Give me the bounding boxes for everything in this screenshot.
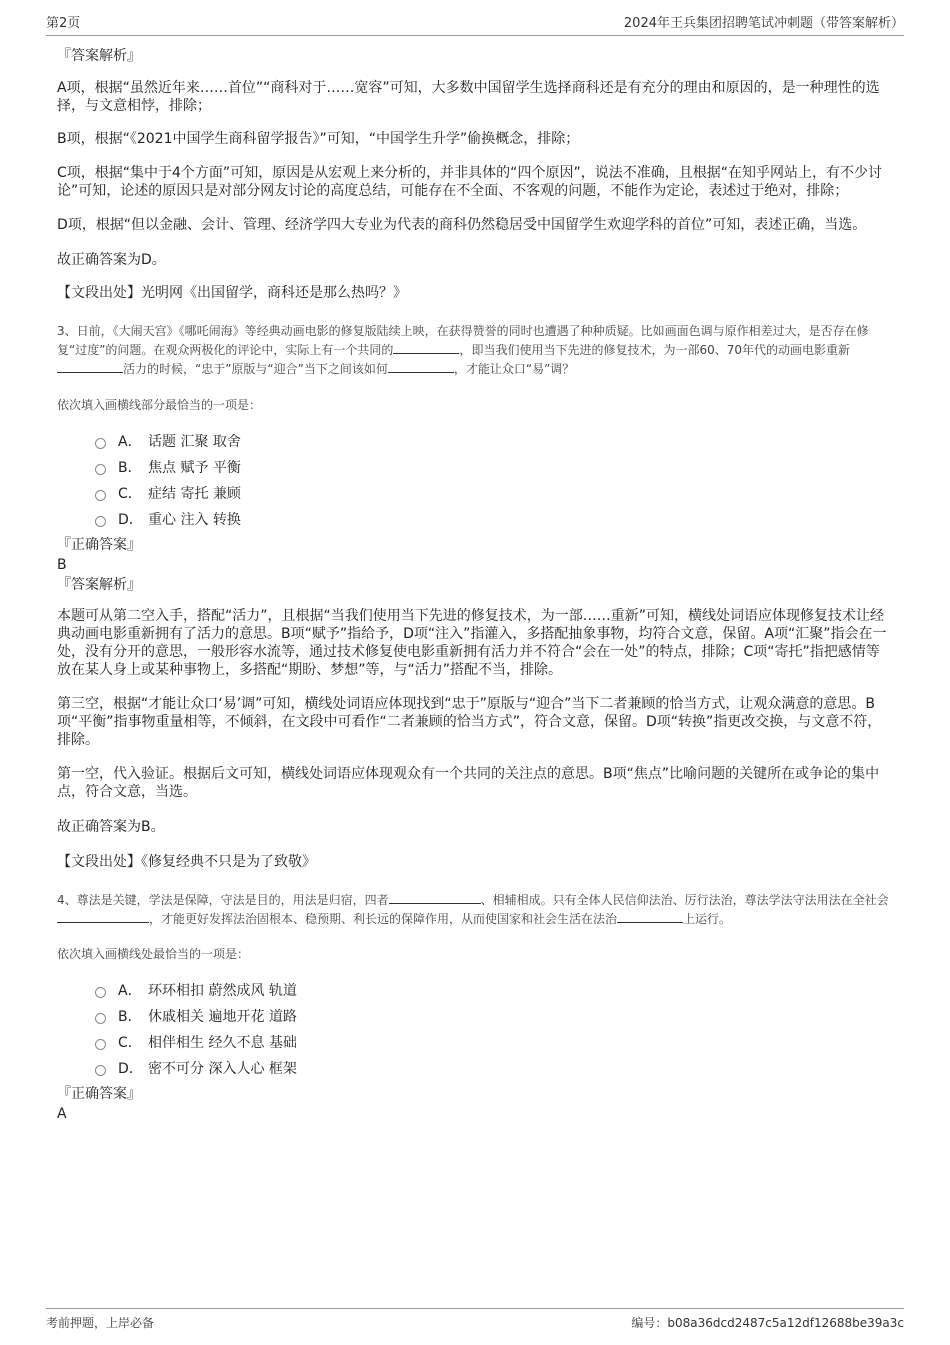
q4-answer: A bbox=[57, 1106, 67, 1122]
q4-option-d[interactable]: D． 密不可分 深入人心 框架 bbox=[95, 1056, 892, 1082]
q4-prompt: 依次填入画横线处最恰当的一项是： bbox=[57, 947, 250, 961]
q3-option-c[interactable]: C． 症结 寄托 兼顾 bbox=[95, 481, 892, 507]
q2-analysis-para-d: D项，根据“但以金融、会计、管理、经济学四大专业为代表的商科仍然稳居受中国留学生欢迎学科的首位”可知，表述正确，当选。 bbox=[57, 217, 867, 233]
q3-options bbox=[95, 429, 892, 533]
q4-answer-label: 『正确答案』 bbox=[57, 1086, 141, 1102]
q4-stem: 4、尊法是关键，学法是保障，守法是目的，用法是归宿，四者 、相辅相成。只有全体人民信仰法治、厉行法治，尊法学法守法用法在全社会，才能更好发挥法治固根本、稳预期、利长远的保障作用，从而使国家和社会生活在法治 上运行。 bbox=[57, 893, 889, 926]
q3-answer-label: 『正确答案』 bbox=[57, 537, 141, 553]
q3-option-a[interactable]: A． 话题 汇聚 取舍 bbox=[95, 429, 892, 455]
q4-blank-3 bbox=[617, 910, 683, 923]
footer-slogan: 考前押题，上岸必备 bbox=[46, 1316, 155, 1330]
q4-blank-2 bbox=[57, 910, 149, 923]
q3-analysis-para-1: 本题可从第二空入手，搭配“活力”，且根据“当我们使用当下先进的修复技术，为一部……重新”可知，横线处词语应体现修复技术让经典动画电影重新拥有了活力的意思。B项“赋予”指给予，D项“注入”指灌入，多搭配抽象事物，均符合文意，保留。A项“汇聚”指会在一处，没有分开的意思，一般形容水流等，通过技术修复使电影重新拥有活力并不符合“会在一处”的特点，排除；C项“寄托”指把感情等放在某人身上或某种事物上，多搭配“期盼、梦想”等，与“活力”搭配不当，排除。 bbox=[57, 608, 887, 678]
q4-option-b[interactable]: B． 休戚相关 遍地开花 道路 bbox=[95, 1004, 892, 1030]
radio-button[interactable] bbox=[95, 490, 106, 501]
page-header bbox=[46, 12, 904, 36]
radio-button[interactable] bbox=[95, 1039, 106, 1050]
q4-options bbox=[95, 978, 892, 1082]
page-number: 第2页 bbox=[46, 16, 81, 31]
q3-blank-1 bbox=[393, 341, 459, 354]
radio-button[interactable] bbox=[95, 1013, 106, 1024]
q3-blank-2 bbox=[57, 360, 123, 373]
q2-source: 【文段出处】光明网《出国留学，商科还是那么热吗？》 bbox=[57, 285, 407, 301]
q3-blank-3 bbox=[388, 360, 454, 373]
q3-conclusion: 故正确答案为B。 bbox=[57, 819, 165, 835]
radio-button[interactable] bbox=[95, 987, 106, 998]
q3-analysis-para-3: 第一空，代入验证。根据后文可知，横线处词语应体现观众有一个共同的关注点的意思。B项“焦点”比喻问题的关键所在或争论的集中点，符合文意，当选。 bbox=[57, 766, 880, 800]
q3-option-b[interactable]: B． 焦点 赋予 平衡 bbox=[95, 455, 892, 481]
q3-stem: 3、日前，《大闹天宫》《哪吒闹海》等经典动画电影的修复版陆续上映，在获得赞誉的同时也遭遇了种种质疑。比如画面色调与原作相差过大，是否存在修复“过度”的问题。在观众两极化的评论中，实际上有一个共同的 ，即当我们使用当下先进的修复技术，为一部60、70年代的动画电影重新活力的时候，“忠于”原版与“迎合”当下之间该如何 ，才能让众口“易”调？ bbox=[57, 324, 869, 376]
page-footer bbox=[46, 1308, 904, 1331]
document-id: 编号：b08a36dcd2487c5a12df12688be39a3c bbox=[631, 1316, 904, 1330]
radio-button[interactable] bbox=[95, 1065, 106, 1076]
radio-button[interactable] bbox=[95, 438, 106, 449]
radio-button[interactable] bbox=[95, 516, 106, 527]
q3-prompt: 依次填入画横线部分最恰当的一项是： bbox=[57, 398, 262, 412]
q3-source: 【文段出处】《修复经典不只是为了致敬》 bbox=[57, 854, 316, 870]
q3-analysis-label: 『答案解析』 bbox=[57, 577, 141, 593]
q2-analysis-para-c: C项，根据“集中于4个方面”可知，原因是从宏观上来分析的，并非具体的“四个原因”，说法不准确，且根据“在知乎网站上，有不少讨论”可知，论述的原因只是对部分网友讨论的高度总结，可能存在不全面、不客观的问题，不能作为定论，表述过于绝对，排除； bbox=[57, 165, 882, 199]
q4-blank-1 bbox=[389, 891, 481, 904]
q2-analysis-label: 『答案解析』 bbox=[57, 48, 141, 64]
q3-analysis-para-2: 第三空，根据“才能让众口‘易’调”可知，横线处词语应体现找到“忠于”原版与“迎合”当下二者兼顾的恰当方式，让观众满意的意思。B项“平衡”指事物重量相等，不倾斜，在文段中可看作“二者兼顾的恰当方式”，符合文意，保留。D项“转换”指更改交换，与文意不符，排除。 bbox=[57, 696, 882, 748]
page-content bbox=[57, 46, 892, 1124]
document-title: 2024年王兵集团招聘笔试冲刺题（带答案解析） bbox=[623, 16, 904, 31]
radio-button[interactable] bbox=[95, 464, 106, 475]
q3-answer: B bbox=[57, 557, 67, 573]
q2-analysis-para-a: A项，根据“虽然近年来……首位”“商科对于……宽容”可知，大多数中国留学生选择商科还是有充分的理由和原因的，是一种理性的选择，与文意相悖，排除； bbox=[57, 80, 880, 114]
q4-option-c[interactable]: C． 相伴相生 经久不息 基础 bbox=[95, 1030, 892, 1056]
q4-option-a[interactable]: A． 环环相扣 蔚然成风 轨道 bbox=[95, 978, 892, 1004]
q2-conclusion: 故正确答案为D。 bbox=[57, 252, 166, 268]
q2-analysis-para-b: B项，根据“《2021中国学生商科留学报告》”可知，“中国学生升学”偷换概念，排除； bbox=[57, 131, 580, 147]
q3-option-d[interactable]: D． 重心 注入 转换 bbox=[95, 507, 892, 533]
